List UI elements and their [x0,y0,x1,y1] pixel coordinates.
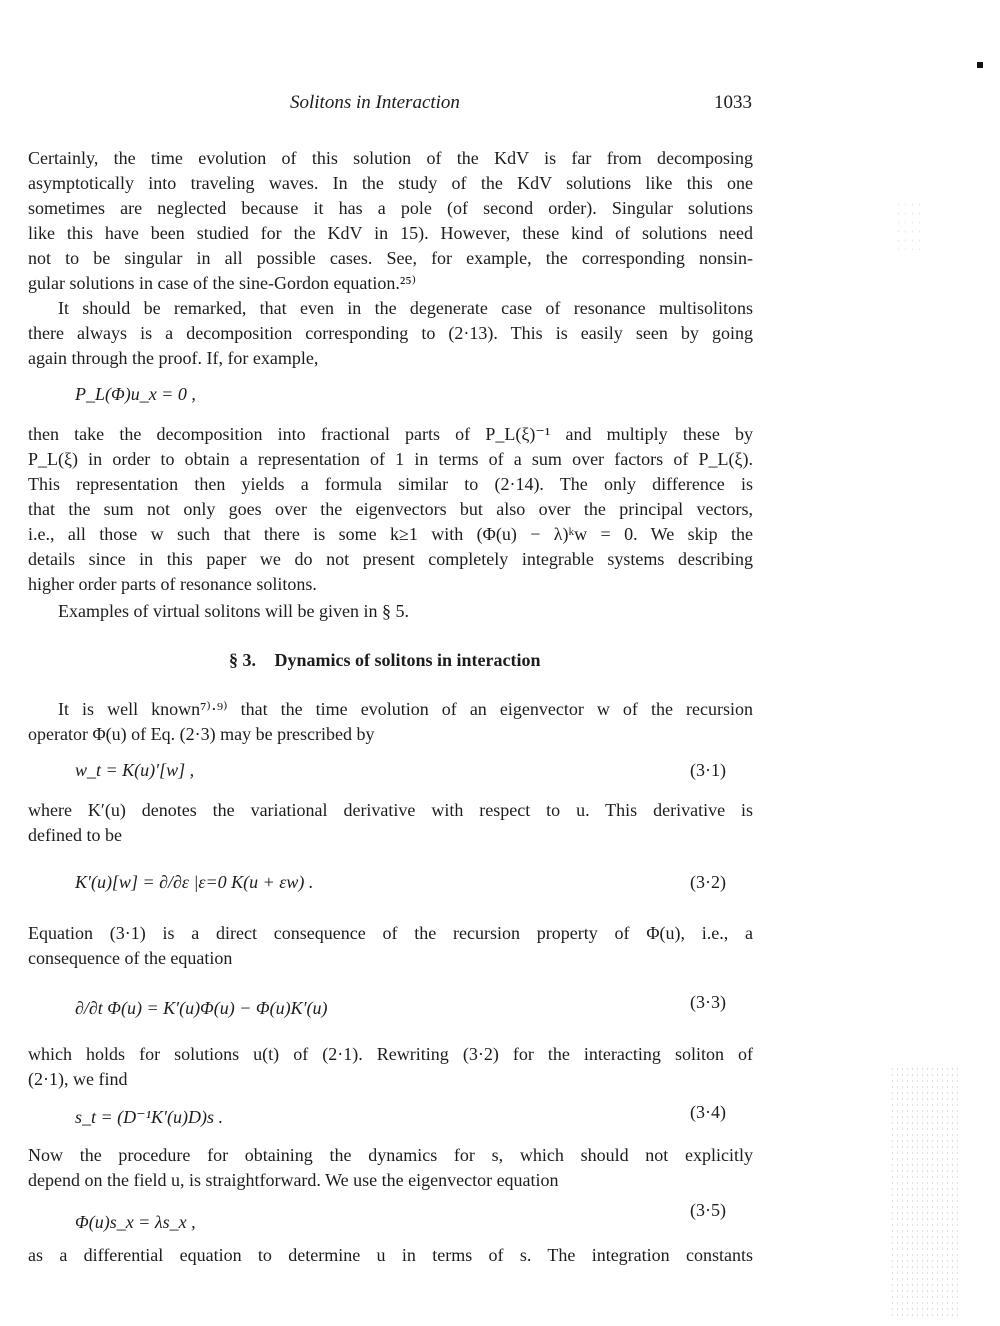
page-number: 1033 [714,92,752,113]
text-line: Certainly, the time evolution of this solution of the KdV is far from decomposing [28,148,753,168]
text-line: P_L(ξ) in order to obtain a representation of 1 in terms of a sum over factors of P_L(ξ). [28,449,753,469]
section-title: Dynamics of solitons in interaction [274,650,541,670]
section-number: § 3. [229,650,256,670]
text-line: gular solutions in case of the sine-Gordon equation.²⁵⁾ [28,273,417,293]
text-line: then take the decomposition into fractional parts of P_L(ξ)⁻¹ and multiply these by [28,424,753,444]
text-line: It should be remarked, that even in the degenerate case of resonance multisolitons [58,298,753,318]
scan-noise-small [895,200,925,250]
text-line: defined to be [28,825,122,845]
text-line: depend on the field u, is straightforward. We use the eigenvector equation [28,1170,559,1190]
text-line: It is well known⁷⁾·⁹⁾ that the time evolution of an eigenvector w of the recursion [58,699,753,719]
equation-3-3: ∂/∂t Φ(u) = K′(u)Φ(u) − Φ(u)K′(u) [75,998,328,1018]
equation-number-3-4: (3·4) [690,1102,726,1122]
text-line: This representation then yields a formula similar to (2·14). The only difference is [28,474,753,494]
text-line: not to be singular in all possible cases. See, for example, the corresponding nonsin- [28,248,753,268]
running-header [0,92,1000,116]
text-line: where K′(u) denotes the variational derivative with respect to u. This derivative is [28,800,753,820]
text-line: asymptotically into traveling waves. In the study of the KdV solutions like this one [28,173,753,193]
paragraph-10 [28,1243,753,1268]
text-line: details since in this paper we do not present completely integrable systems describing [28,549,753,569]
text-line: higher order parts of resonance solitons. [28,574,317,594]
equation-number-3-1: (3·1) [690,760,726,780]
equation-number-3-3: (3·3) [690,992,726,1012]
text-line: sometimes are neglected because it has a pole (of second order). Singular solutions [28,198,753,218]
equation-3-5: Φ(u)s_x = λs_x , [75,1212,196,1232]
paragraph-3 [28,422,753,597]
equation-3-2: K′(u)[w] = ∂/∂ε |ε=0 K(u + εw) . [75,872,314,892]
equation-number-3-2: (3·2) [690,872,726,892]
paragraph-8 [28,1042,753,1092]
equation-unnumbered: P_L(Φ)u_x = 0 , [75,384,196,404]
paragraph-6 [28,798,753,848]
text-line: as a differential equation to determine u in terms of s. The integration constants [28,1245,753,1265]
paragraph-4 [28,599,753,624]
text-line: which holds for solutions u(t) of (2·1). Rewriting (3·2) for the interacting soliton of [28,1044,753,1064]
text-line: Equation (3·1) is a direct consequence of the recursion property of Φ(u), i.e., a [28,923,753,943]
section-heading [229,650,541,671]
paragraph-9 [28,1143,753,1193]
scan-noise [890,1066,960,1316]
paragraph-7 [28,921,753,971]
paragraph-2 [28,296,753,371]
text-line: like this have been studied for the KdV in 15). However, these kind of solutions need [28,223,753,243]
equation-3-1: w_t = K(u)′[w] , [75,760,195,780]
text-line: Examples of virtual solitons will be given in § 5. [58,601,409,621]
paragraph-1 [28,146,753,296]
equation-number-3-5: (3·5) [690,1200,726,1220]
text-line: i.e., all those w such that there is some k≥1 with (Φ(u) − λ)ᵏw = 0. We skip the [28,524,753,544]
text-line: there always is a decomposition corresponding to (2·13). This is easily seen by going [28,323,753,343]
text-line: Now the procedure for obtaining the dynamics for s, which should not explicitly [28,1145,753,1165]
text-line: again through the proof. If, for example, [28,348,319,368]
text-line: that the sum not only goes over the eigenvectors but also over the principal vectors, [28,499,753,519]
scan-mark [977,62,983,68]
running-title: Solitons in Interaction [290,92,460,113]
paragraph-5 [28,697,753,747]
text-line: consequence of the equation [28,948,233,968]
equation-3-4: s_t = (D⁻¹K′(u)D)s . [75,1107,223,1127]
text-line: (2·1), we find [28,1069,128,1089]
text-line: operator Φ(u) of Eq. (2·3) may be prescribed by [28,724,375,744]
